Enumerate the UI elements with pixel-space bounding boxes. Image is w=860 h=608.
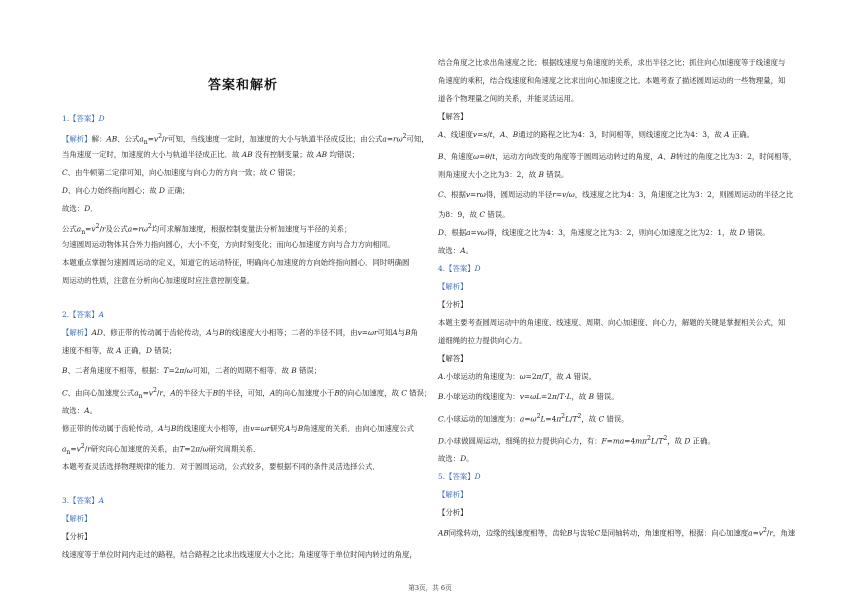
- right-text-line: 【解析】: [438, 282, 468, 291]
- right-text-line: 故选：A。: [438, 246, 473, 255]
- right-text-line: A.小球运动的角速度为：ω=2π/T，故 A 错误。: [438, 372, 596, 381]
- right-text-line: 【分析】: [438, 508, 468, 517]
- page-title: 答案和解析: [207, 78, 278, 93]
- right-text-line: 道细绳的拉力提供向心力。: [438, 336, 527, 345]
- right-text-line: 【解答】: [438, 112, 468, 121]
- left-text-line: 【解析】解：AB、公式$a_n=v^2/r$可知，当线速度一定时，加速度的大小与轨道半径成反比；由公式$a=r\omega^2$可知，: [62, 133, 429, 146]
- right-text-line: D.小球做圆周运动，细绳的拉力提供向心力，有：$F=ma=4m\pi^2L/T^2$，故 D 正确。: [438, 435, 715, 446]
- right-text-line: 则角速度大小之比为3：2，故 B 错误。: [438, 170, 569, 179]
- left-text-line: 【解析】AD、修正带的传动属于齿轮传动，A与B的线速度大小相等；二者的半径不同，由v=ωr可知A与B角: [62, 328, 418, 337]
- left-text-line: 【分析】: [62, 532, 92, 541]
- left-text-line: 【解析】: [62, 514, 92, 523]
- left-text-line: 3.【答案】A: [62, 496, 104, 505]
- right-text-line: C、根据v=rω得，圆周运动的半径r=v/ω，线速度之比为4：3，角速度之比为3：2，则圆周运动的半径之比: [438, 190, 794, 199]
- left-text-line: 速度不相等，故 A 正确，D 错误；: [62, 346, 177, 355]
- left-text-line: 修正带的传动属于齿轮传动，A与B的线速度大小相等，由v=ωr研究A与B角速度的关系．由向心加速度公式: [62, 424, 415, 433]
- right-text-line: 角速度的乘积，结合线速度和角速度之比求出向心加速度之比。本题考查了描述圆周运动的一些物理量，知: [438, 76, 786, 85]
- right-text-line: 本题主要考查圆周运动中的角速度、线速度、周期、向心加速度、向心力，解题的关键是掌握相关公式，知: [438, 318, 786, 327]
- left-text-line: $a_n=v^2/r$研究向心加速度的关系，由T=2π/ω研究周期关系．: [62, 443, 261, 456]
- right-text-line: C.小球运动的加速度为：$a=\omega^2L=4\pi^2L/T^2$，故 C 错误。: [438, 413, 629, 424]
- right-text-line: 5.【答案】D: [438, 472, 481, 481]
- right-text-line: B、角速度ω=θ/t，运动方向改变的角度等于圆周运动转过的角度，A、B转过的角度之比为3：2，时间相等，: [438, 152, 797, 161]
- right-text-line: 4.【答案】D: [438, 264, 481, 273]
- left-text-line: 匀速圆周运动物体其合外力指向圆心，大小不变，方向时刻变化；而向心加速度方向与合力方向相同。: [62, 240, 395, 249]
- left-text-line: C、由牛顿第二定律可知，向心加速度与向心力的方向一致；故 C 错误；: [62, 168, 300, 177]
- right-text-line: 【解析】: [438, 490, 468, 499]
- right-text-line: 【解答】: [438, 354, 468, 363]
- right-text-line: 结合角度之比求出角速度之比；根据线速度与角速度的关系，求出半径之比；抓住向心加速度等于线速度与: [438, 58, 786, 67]
- right-text-line: B.小球运动的线速度为：v=ωL=2π/T·L，故 B 错误。: [438, 392, 619, 401]
- right-text-line: 为8：9，故 C 错误。: [438, 210, 510, 219]
- left-text-line: 1.【答案】D: [62, 114, 105, 123]
- left-text-line: 本题考查灵活选择物理规律的能力．对于圆周运动，公式较多，要根据不同的条件灵活选择公式．: [62, 462, 380, 471]
- left-text-line: 2.【答案】A: [62, 310, 104, 319]
- right-text-line: 故选：D。: [438, 454, 474, 463]
- left-text-line: 当角速度一定时，加速度的大小与轨道半径成正比．故 AB 没有控制变量；故 AB 均错误；: [62, 150, 360, 159]
- right-text-line: A、线速度v=s/t，A、B通过的路程之比为4：3，时间相等，则线速度之比为4：3，故 A 正确。: [438, 130, 754, 139]
- page-footer: 第3页，共 6页: [408, 584, 452, 592]
- left-text-line: 故选：D．: [62, 204, 98, 213]
- right-text-line: 道各个物理量之间的关系，并能灵活运用。: [438, 94, 579, 103]
- left-text-line: 本题重点掌握匀速圆周运动的定义，知道它的运动特征，明确向心加速度的方向始终指向圆心．同时明确圆: [62, 258, 410, 267]
- left-text-line: B、二者角速度不相等，根据：T=2π/ω可知，二者的周期不相等．故 B 错误；: [62, 366, 322, 375]
- right-text-line: D、根据a=vω得，线速度之比为4：3，角速度之比为3：2，则向心加速度之比为2：1，故 D 错误。: [438, 228, 770, 237]
- left-text-line: D、向心力始终指向圆心；故 D 正确；: [62, 186, 190, 195]
- left-text-line: 公式$a_n=v^2/r$及公式$a=r\omega^2$均可求解加速度，根据控制变量法分析加速度与半径的关系；: [62, 223, 352, 236]
- left-text-line: 线速度等于单位时间内走过的路程，结合路程之比求出线速度大小之比；角速度等于单位时间内转过的角度，: [62, 550, 417, 559]
- left-text-line: C、由向心加速度公式$a_n=v^2/r$，A的半径大于B的半径，可知，A的向心加速度小于B的向心加速度，故 C 错误；: [62, 387, 432, 400]
- right-text-line: 【分析】: [438, 300, 468, 309]
- left-text-line: 周运动的性质，注意在分析向心加速度时应注意控制变量。: [62, 276, 255, 285]
- right-text-line: AB同缘转动，边缘的线速度相等，齿轮B与齿轮C是同轴转动，角速度相等，根据：向心加速度$a=v^2/r$，角速: [438, 527, 796, 538]
- left-text-line: 故选：A。: [62, 406, 97, 415]
